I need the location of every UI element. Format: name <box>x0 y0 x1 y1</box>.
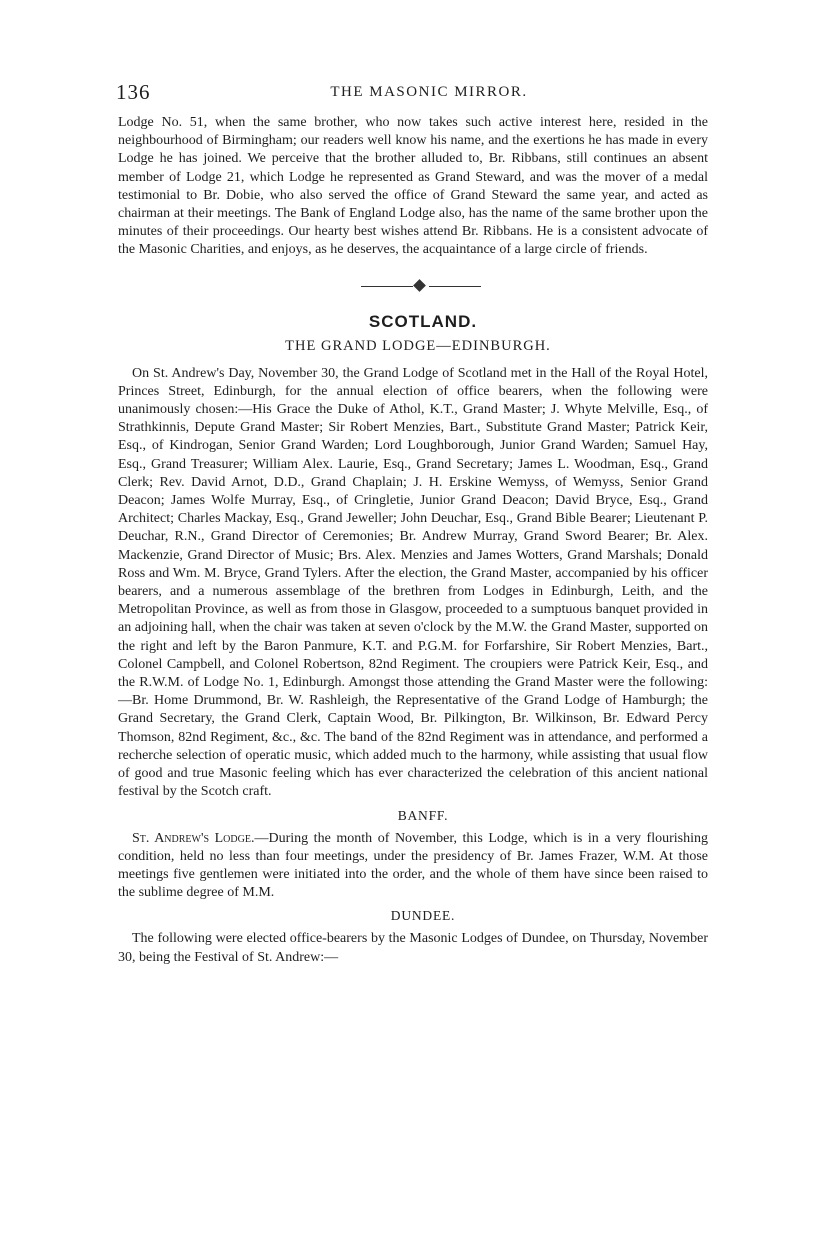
page-number: 136 <box>116 80 151 104</box>
place-title-banff: BANFF. <box>397 807 449 823</box>
diamond-ornament-icon <box>413 279 426 292</box>
page <box>118 80 708 967</box>
banff-paragraph <box>118 830 708 903</box>
intro-paragraph: Lodge No. 51, when the same brother, who now takes such active interest here, resided in the neighbourhood of Birmingham; our readers well know his name, and the exertions he has made in every Lodge he has joined. We perceive that the brother alluded to, Br. Ribbans, still continues an absent member of Lodge 21, which Lodge he represented as Grand Steward, and was the mover of a medal testimonial to Br. Dobie, who also served the office of Grand Steward the same year, and acted as chairman at their meetings. The Bank of England Lodge also, has the name of the same brother upon the minutes of their proceedings. Our hearty best wishes attend Br. Ribbans. He is a consistent advocate of the Masonic Charities, and enjoys, as he deserves, the acquaintance of a large circle of friends. <box>118 115 708 258</box>
divider-line-right <box>429 286 481 288</box>
grand-lodge-paragraph: On St. Andrew's Day, November 30, the Grand Lodge of Scotland met in the Hall of the Royal Hotel, Princes Street, Edinburgh, for the annual election of office bearers, when the following were unanimously chosen:—His Grace the Duke of Athol, K.T., Grand Master; J. Whyte Melville, Esq., of Strathkinnis, Depute Grand Master; Sir Robert Menzies, Bart., Substitute Grand Master; Patrick Keir, Esq., of Kindrogan, Senior Grand Warden; Lord Loughborough, Junior Grand Warden; Samuel Hay, Esq., Grand Treasurer; William Alex. Laurie, Esq., Grand Secretary; James L. Woodman, Esq., Grand Clerk; Rev. David Arnot, D.D., Grand Chaplain; J. H. Erskine Wemyss, of Wemyss, Senior Grand Deacon; James Wolfe Murray, Esq., of Cringletie, Junior Grand Deacon; David Bryce, Esq., Grand Architect; Charles Mackay, Esq., Grand Jeweller; John Deuchar, Esq., Grand Bible Bearer; Lieutenant P. Deuchar, R.N., Grand Director of Ceremonies; Br. Andrew Murray, Grand Sword Bearer; Br. Alex. Mackenzie, Grand Director of Music; Brs. Alex. Menzies and James Wotters, Grand Marshals; Donald Ross and Wm. M. Bryce, Grand Tylers. After the election, the Grand Master, accompanied by his officer bearers, and a numerous assemblage of the brethren from Lodges in Edinburgh, Leith, and the Metropolitan Province, as well as from those in Glasgow, proceeded to a sumptuous banquet provided in an adjoining hall, when the chair was taken at seven o'clock by the M.W. the Grand Master, supported on the right and left by the Baron Panmure, K.T. and P.G.M. for Forfarshire, Sir Robert Menzies, Bart., Colonel Campbell, and Colonel Robertson, 82nd Regiment. The croupiers were Patrick Keir, Esq., and the R.W.M. of Lodge No. 1, Edinburgh. Amongst those attending the Grand Master were the following:—Br. Home Drummond, Br. W. Rashleigh, the Representative of the Grand Lodge of Hamburgh; the Grand Secretary, the Grand Clerk, Captain Wood, Br. Pilkington, Br. Wilkinson, Br. Edward Percy Thomson, 82nd Regiment, &c., &c. The band of the 82nd Regiment was in attendance, and performed a recherche selection of operatic music, which added much to the harmony, while assisting that usual flow of good and true Masonic feeling which has ever characterized the celebration of this ancient national festival by the Scotch craft. <box>118 365 708 800</box>
section-divider-ornament <box>361 280 481 294</box>
banff-lead: St. Andrew's Lodge. <box>132 830 255 846</box>
subsection-title-grand-lodge: THE GRAND LODGE—EDINBURGH. <box>285 337 551 354</box>
running-title: THE MASONIC MIRROR. <box>330 84 528 100</box>
banff-text: —During the month of November, this Lodge, which is in a very flourishing condition, held no less than four meetings, under the presidency of Br. James Frazer, W.M. At those meetings five gentlemen were initiated into the order, and the whole of them have since been raised to the sublime degree of M.M. <box>118 830 708 901</box>
section-title-scotland: SCOTLAND. <box>368 311 478 331</box>
running-head <box>118 80 708 114</box>
place-title-dundee: DUNDEE. <box>390 908 456 924</box>
dundee-paragraph: The following were elected office-bearers by the Masonic Lodges of Dundee, on Thursday, November 30, being the Festival of St. Andrew:— <box>118 931 708 965</box>
divider-line-left <box>361 286 413 288</box>
